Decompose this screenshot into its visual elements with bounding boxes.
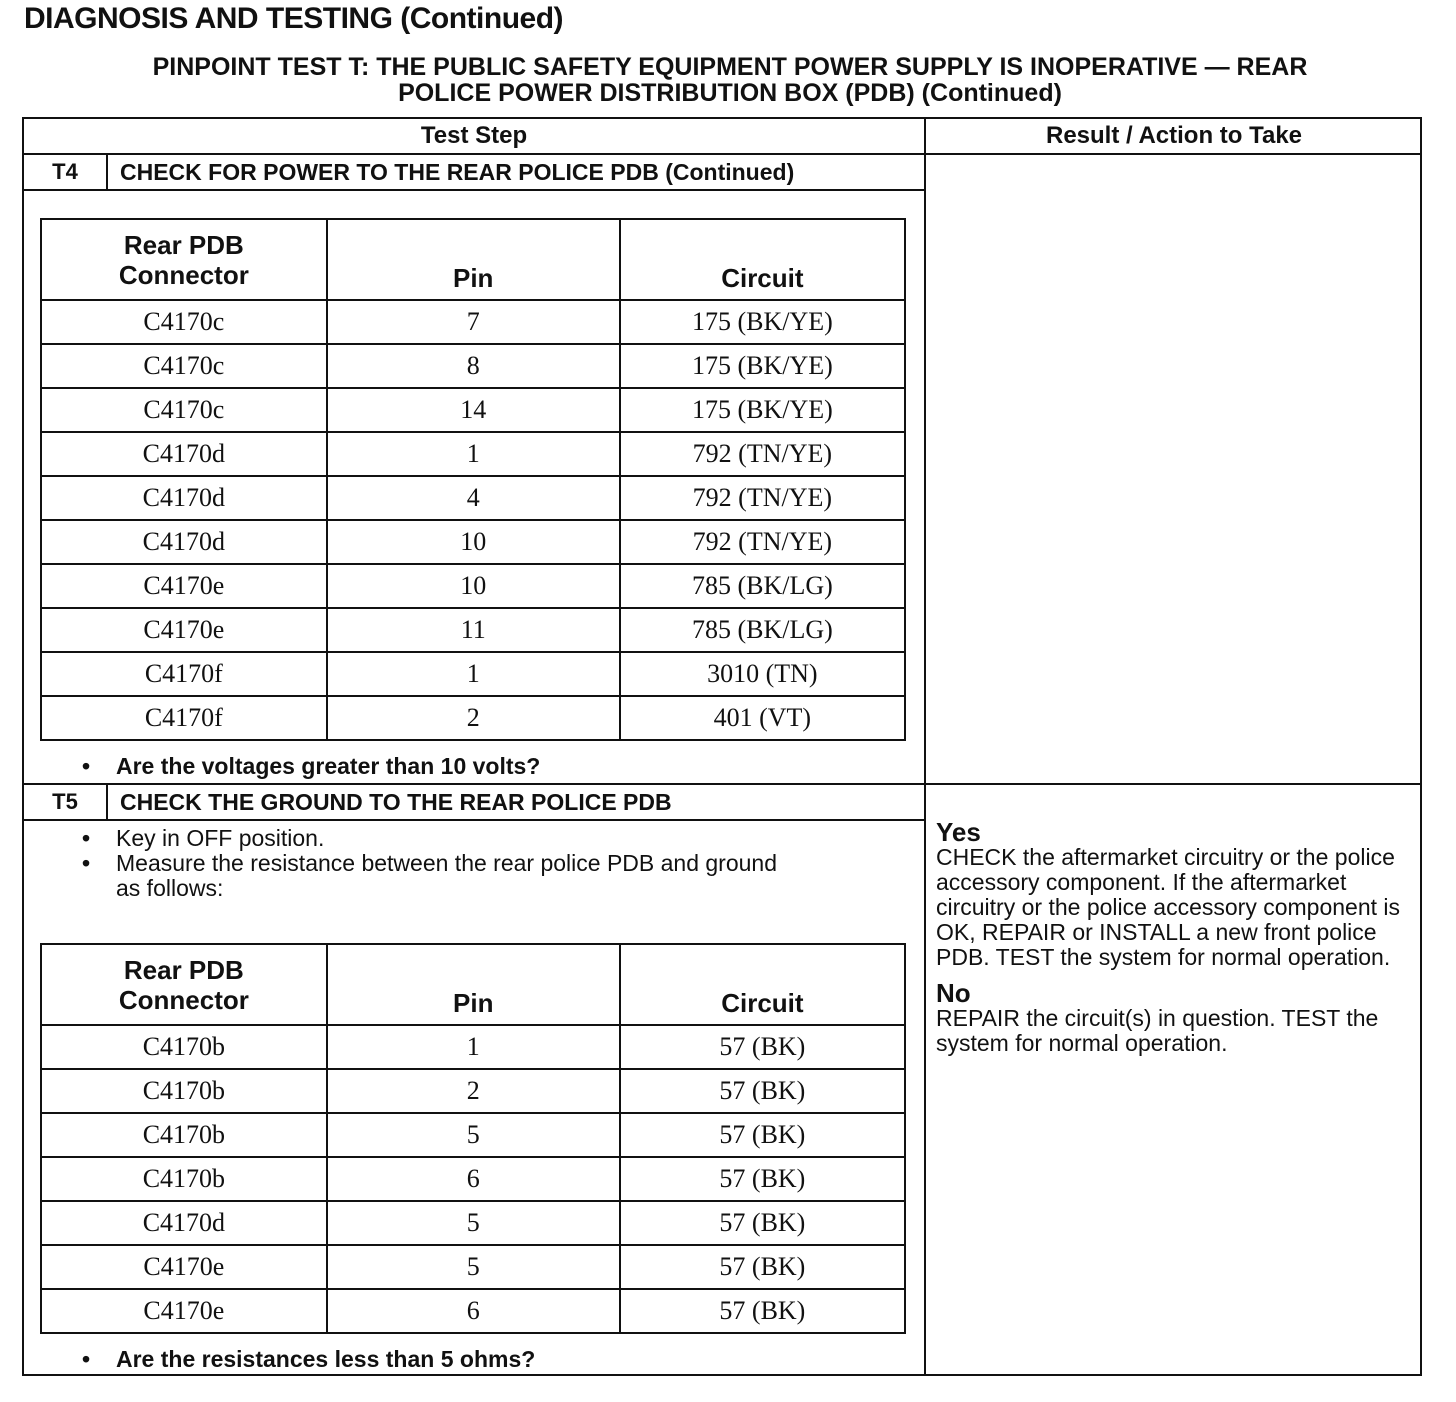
bullet-dot: •: [82, 753, 91, 779]
cell-connector: C4170b: [41, 1113, 327, 1157]
cell-pin: 8: [327, 344, 620, 388]
table-row: [41, 388, 905, 432]
table-row: [41, 696, 905, 740]
cell-circuit: 785 (BK/LG): [620, 564, 905, 608]
cell-pin: 4: [327, 476, 620, 520]
cell-connector: C4170c: [41, 300, 327, 344]
cell-connector: C4170d: [41, 432, 327, 476]
cell-circuit: 175 (BK/YE): [620, 388, 905, 432]
cell-circuit: 792 (TN/YE): [620, 476, 905, 520]
result-yes-text: CHECK the aftermarket circuitry or the police accessory component. If the aftermarket circuitry or the police accessory component is OK, REPAIR or INSTALL a new front police PDB. TEST the system for normal operation.: [936, 844, 1401, 970]
result-no: [936, 980, 1406, 1056]
cell-circuit: 57 (BK): [620, 1069, 905, 1113]
cell-circuit: 785 (BK/LG): [620, 608, 905, 652]
header-pin: Pin: [327, 219, 620, 300]
table-row: [41, 1289, 905, 1333]
cell-pin: 11: [327, 608, 620, 652]
table-row: [41, 1201, 905, 1245]
cell-pin: 10: [327, 564, 620, 608]
cell-circuit: 57 (BK): [620, 1245, 905, 1289]
cell-connector: C4170f: [41, 652, 327, 696]
result-no-text: REPAIR the circuit(s) in question. TEST the system for normal operation.: [936, 1005, 1379, 1056]
column-divider: [924, 119, 926, 1374]
cell-circuit: 57 (BK): [620, 1025, 905, 1069]
step-t4-id: T4: [52, 159, 78, 184]
cell-circuit: 175 (BK/YE): [620, 344, 905, 388]
cell-circuit: 57 (BK): [620, 1113, 905, 1157]
table-row: [41, 1113, 905, 1157]
result-no-label: No: [936, 978, 971, 1008]
bullet-dot: •: [82, 1346, 91, 1372]
table-row: [41, 608, 905, 652]
table-row: [41, 432, 905, 476]
cell-pin: 7: [327, 300, 620, 344]
table-row: [41, 1245, 905, 1289]
t5-bullet-2-text: Measure the resistance between the rear police PDB and ground as follows:: [116, 850, 778, 901]
table-header-row: [41, 219, 905, 300]
t4-connector-table: [40, 218, 906, 741]
step-t5-id-divider: [106, 785, 108, 819]
cell-pin: 6: [327, 1289, 620, 1333]
cell-connector: C4170b: [41, 1025, 327, 1069]
cell-connector: C4170f: [41, 696, 327, 740]
cell-pin: 10: [327, 520, 620, 564]
step-t4-underline: [24, 189, 924, 191]
cell-connector: C4170d: [41, 1201, 327, 1245]
cell-pin: 6: [327, 1157, 620, 1201]
t5-question-text: Are the resistances less than 5 ohms?: [116, 1346, 536, 1372]
cell-circuit: 792 (TN/YE): [620, 432, 905, 476]
t5-connector-table: [40, 943, 906, 1334]
bullet-dot: •: [82, 825, 91, 851]
header-circuit: Circuit: [620, 219, 905, 300]
table-row: [41, 520, 905, 564]
subtitle-line-2: POLICE POWER DISTRIBUTION BOX (PDB) (Continued): [398, 79, 1062, 107]
cell-pin: 1: [327, 1025, 620, 1069]
cell-connector: C4170b: [41, 1069, 327, 1113]
table-row: [41, 652, 905, 696]
cell-pin: 2: [327, 1069, 620, 1113]
bullet-dot: •: [82, 850, 91, 876]
table-row: [41, 476, 905, 520]
table-header-row: [41, 944, 905, 1025]
cell-connector: C4170e: [41, 564, 327, 608]
cell-connector: C4170b: [41, 1157, 327, 1201]
cell-connector: C4170e: [41, 1245, 327, 1289]
cell-circuit: 401 (VT): [620, 696, 905, 740]
pinpoint-test-frame: [22, 117, 1422, 1376]
t4-question-text: Are the voltages greater than 10 volts?: [116, 753, 541, 779]
cell-connector: C4170d: [41, 520, 327, 564]
cell-pin: 5: [327, 1201, 620, 1245]
table-row: [41, 1025, 905, 1069]
t5-result: [936, 819, 1406, 1066]
t5-bullet-2: [82, 850, 796, 901]
cell-pin: 14: [327, 388, 620, 432]
cell-connector: C4170c: [41, 388, 327, 432]
cell-circuit: 792 (TN/YE): [620, 520, 905, 564]
cell-connector: C4170e: [41, 608, 327, 652]
cell-connector: C4170d: [41, 476, 327, 520]
cell-pin: 1: [327, 652, 620, 696]
step-t4-id-divider: [106, 155, 108, 189]
column-header-test-step: Test Step: [420, 122, 528, 149]
result-yes: [936, 819, 1406, 970]
t5-question: [82, 1346, 536, 1372]
cell-circuit: 57 (BK): [620, 1157, 905, 1201]
result-yes-label: Yes: [936, 817, 981, 847]
table-row: [41, 344, 905, 388]
cell-circuit: 57 (BK): [620, 1201, 905, 1245]
pinpoint-test-subtitle: [60, 54, 1400, 106]
step-t5-underline: [24, 819, 924, 821]
subtitle-line-1: PINPOINT TEST T: THE PUBLIC SAFETY EQUIPMENT POWER SUPPLY IS INOPERATIVE — REAR: [152, 53, 1308, 81]
table-row: [41, 1069, 905, 1113]
cell-circuit: 57 (BK): [620, 1289, 905, 1333]
table-row: [41, 1157, 905, 1201]
column-header-result-action: Result / Action to Take: [1045, 122, 1303, 149]
t4-question: [82, 753, 541, 779]
page-title: DIAGNOSIS AND TESTING (Continued): [24, 2, 564, 35]
step-t5-id: T5: [52, 789, 78, 814]
header-connector: Rear PDB Connector: [41, 944, 327, 1025]
cell-pin: 5: [327, 1245, 620, 1289]
step-t5-title: CHECK THE GROUND TO THE REAR POLICE PDB: [120, 789, 672, 815]
t5-bullet-1: [82, 825, 325, 851]
cell-pin: 5: [327, 1113, 620, 1157]
cell-connector: C4170e: [41, 1289, 327, 1333]
t5-bullet-1-text: Key in OFF position.: [116, 825, 325, 851]
header-connector: Rear PDB Connector: [41, 219, 327, 300]
cell-pin: 2: [327, 696, 620, 740]
cell-connector: C4170c: [41, 344, 327, 388]
cell-circuit: 3010 (TN): [620, 652, 905, 696]
cell-pin: 1: [327, 432, 620, 476]
cell-circuit: 175 (BK/YE): [620, 300, 905, 344]
table-row: [41, 564, 905, 608]
header-circuit: Circuit: [620, 944, 905, 1025]
header-pin: Pin: [327, 944, 620, 1025]
table-row: [41, 300, 905, 344]
step-t4-title: CHECK FOR POWER TO THE REAR POLICE PDB (Continued): [120, 159, 795, 185]
